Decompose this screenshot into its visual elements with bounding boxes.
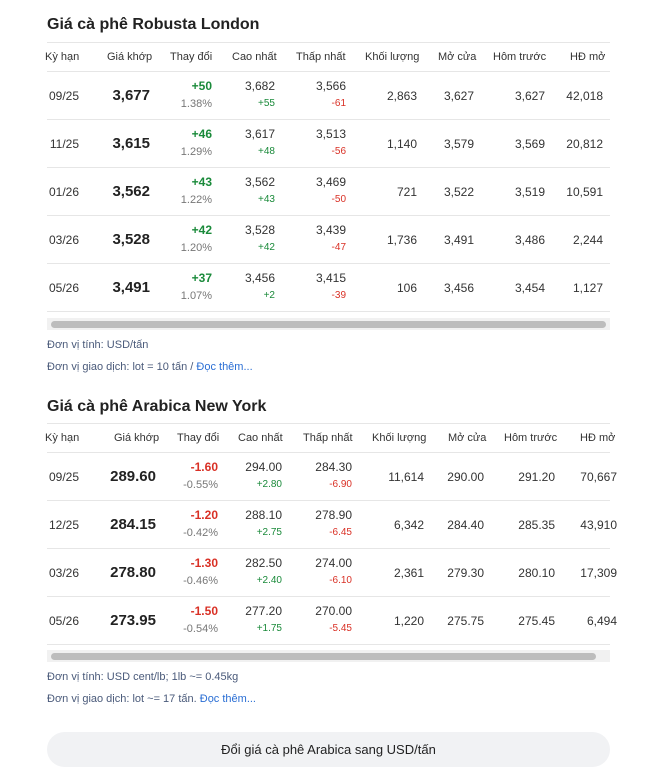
robusta-cell-term: 03/26 [48, 233, 79, 247]
arabica-cell-low-chg: -5.45 [329, 623, 352, 634]
robusta-cell-low: 3,513 [315, 127, 346, 141]
arabica-cell-low: 274.00 [315, 556, 352, 570]
arabica-horizontal-scrollbar[interactable] [47, 650, 610, 662]
table-row[interactable] [47, 216, 610, 264]
robusta-cell-low-chg: -50 [331, 194, 346, 205]
robusta-section-title: Giá cà phê Robusta London [47, 16, 260, 33]
arabica-cell-high-chg: +1.75 [256, 623, 282, 634]
robusta-cell-oi: 10,591 [566, 185, 603, 199]
robusta-cell-low-chg: -47 [331, 242, 346, 253]
arabica-cell-volume: 1,220 [393, 614, 424, 628]
robusta-cell-prev: 3,627 [514, 89, 545, 103]
robusta-cell-open: 3,456 [443, 281, 474, 295]
robusta-lot-note [47, 361, 253, 373]
robusta-read-more-link[interactable]: Đọc thêm... [196, 361, 253, 373]
arabica-header-open: Mở cửa [448, 432, 487, 444]
arabica-cell-change: -1.20 [190, 508, 218, 522]
robusta-cell-prev: 3,519 [514, 185, 545, 199]
arabica-cell-open: 279.30 [447, 566, 484, 580]
arabica-header-oi: HĐ mở [580, 432, 616, 444]
arabica-header-low: Thấp nhất [303, 432, 353, 444]
arabica-cell-prev: 280.10 [518, 566, 555, 580]
robusta-horizontal-scrollbar[interactable] [47, 318, 610, 330]
robusta-cell-high: 3,682 [244, 79, 275, 93]
arabica-cell-term: 05/26 [48, 614, 79, 628]
robusta-cell-price: 3,528 [112, 231, 150, 248]
robusta-cell-high: 3,562 [244, 175, 275, 189]
arabica-cell-low-chg: -6.90 [329, 479, 352, 490]
arabica-cell-low-chg: -6.10 [329, 575, 352, 586]
robusta-cell-low-chg: -56 [331, 146, 346, 157]
table-row[interactable] [47, 501, 617, 549]
robusta-cell-low-chg: -61 [331, 98, 346, 109]
robusta-header-oi: HĐ mở [570, 51, 606, 63]
arabica-header-volume: Khối lượng [372, 432, 427, 444]
arabica-table [45, 423, 617, 645]
arabica-cell-prev: 291.20 [518, 470, 555, 484]
arabica-cell-oi: 70,667 [580, 470, 617, 484]
robusta-cell-pct: 1.29% [180, 146, 212, 158]
arabica-cell-low: 270.00 [315, 604, 352, 618]
robusta-cell-oi: 1,127 [572, 281, 603, 295]
arabica-cell-high-chg: +2.80 [256, 479, 282, 490]
arabica-cell-oi: 43,910 [580, 518, 617, 532]
convert-arabica-button[interactable]: Đổi giá cà phê Arabica sang USD/tấn [47, 732, 610, 767]
arabica-cell-low: 284.30 [315, 460, 352, 474]
robusta-cell-pct: 1.20% [180, 242, 212, 254]
robusta-cell-open: 3,579 [443, 137, 474, 151]
arabica-cell-price: 278.80 [110, 564, 156, 581]
arabica-header-price: Giá khớp [114, 432, 160, 444]
robusta-cell-pct: 1.38% [180, 98, 212, 110]
arabica-cell-high: 282.50 [245, 556, 282, 570]
robusta-cell-open: 3,491 [443, 233, 474, 247]
robusta-cell-high: 3,456 [244, 271, 275, 285]
table-row[interactable] [47, 453, 617, 501]
table-row[interactable] [47, 597, 617, 645]
robusta-cell-high-chg: +48 [258, 146, 275, 157]
arabica-header-term: Kỳ hạn [45, 432, 80, 444]
robusta-cell-low: 3,566 [315, 79, 346, 93]
robusta-cell-price: 3,677 [112, 87, 150, 104]
arabica-cell-change: -1.60 [190, 460, 218, 474]
robusta-cell-volume: 1,140 [386, 137, 417, 151]
arabica-scroll-thumb[interactable] [51, 653, 596, 660]
arabica-cell-volume: 11,614 [388, 470, 424, 484]
robusta-cell-prev: 3,486 [514, 233, 545, 247]
table-row[interactable] [47, 120, 610, 168]
robusta-cell-volume: 721 [396, 185, 417, 199]
arabica-section-title: Giá cà phê Arabica New York [47, 398, 267, 415]
robusta-cell-price: 3,491 [112, 279, 150, 296]
robusta-cell-open: 3,627 [443, 89, 474, 103]
arabica-cell-pct: -0.54% [183, 623, 218, 635]
robusta-cell-volume: 106 [396, 281, 417, 295]
arabica-cell-prev: 285.35 [518, 518, 555, 532]
robusta-header-term: Kỳ hạn [45, 51, 80, 63]
arabica-header-high: Cao nhất [238, 432, 283, 444]
arabica-header-change: Thay đổi [177, 432, 220, 444]
robusta-cell-pct: 1.22% [180, 194, 212, 206]
arabica-cell-open: 284.40 [447, 518, 484, 532]
robusta-cell-change: +37 [191, 271, 212, 285]
arabica-cell-high: 277.20 [245, 604, 282, 618]
table-row[interactable] [47, 264, 610, 312]
table-row[interactable] [47, 168, 610, 216]
arabica-cell-price: 284.15 [110, 516, 156, 533]
robusta-cell-high-chg: +2 [263, 290, 275, 301]
robusta-cell-low-chg: -39 [331, 290, 346, 301]
robusta-header-high: Cao nhất [232, 51, 277, 63]
arabica-cell-low-chg: -6.45 [329, 527, 352, 538]
robusta-header-volume: Khối lượng [365, 51, 420, 63]
arabica-read-more-link[interactable]: Đọc thêm... [199, 693, 256, 705]
robusta-cell-oi: 42,018 [566, 89, 603, 103]
arabica-cell-term: 09/25 [48, 470, 79, 484]
robusta-cell-price: 3,615 [112, 135, 150, 152]
arabica-cell-open: 275.75 [447, 614, 484, 628]
robusta-table-header [47, 42, 610, 72]
arabica-header-prev: Hôm trước [504, 432, 558, 444]
robusta-cell-prev: 3,569 [514, 137, 545, 151]
robusta-cell-term: 01/26 [48, 185, 79, 199]
arabica-cell-pct: -0.42% [183, 527, 218, 539]
arabica-lot-note [47, 693, 256, 705]
robusta-cell-low: 3,415 [315, 271, 346, 285]
arabica-cell-oi: 6,494 [586, 614, 617, 628]
robusta-header-price: Giá khớp [107, 51, 153, 63]
arabica-cell-high-chg: +2.75 [256, 527, 282, 538]
robusta-cell-high: 3,528 [244, 223, 275, 237]
arabica-unit-note: Đơn vị tính: USD cent/lb; 1lb ~= 0.45kg [47, 671, 239, 683]
arabica-cell-pct: -0.46% [183, 575, 218, 587]
robusta-lot-text: Đơn vị giao dịch: lot = 10 tấn / [47, 361, 197, 373]
robusta-cell-change: +46 [191, 127, 212, 141]
robusta-cell-open: 3,522 [443, 185, 474, 199]
robusta-cell-oi: 20,812 [566, 137, 603, 151]
robusta-cell-term: 09/25 [48, 89, 79, 103]
robusta-cell-term: 11/25 [49, 137, 79, 151]
robusta-cell-high-chg: +55 [258, 98, 275, 109]
robusta-unit-note: Đơn vị tính: USD/tấn [47, 339, 149, 351]
robusta-cell-low: 3,469 [315, 175, 346, 189]
robusta-cell-change: +50 [191, 79, 212, 93]
robusta-cell-volume: 1,736 [386, 233, 417, 247]
robusta-cell-oi: 2,244 [572, 233, 603, 247]
robusta-cell-high-chg: +43 [258, 194, 275, 205]
arabica-cell-volume: 2,361 [393, 566, 424, 580]
arabica-cell-high: 294.00 [245, 460, 282, 474]
robusta-cell-term: 05/26 [48, 281, 79, 295]
robusta-cell-price: 3,562 [112, 183, 150, 200]
arabica-cell-term: 03/26 [48, 566, 79, 580]
arabica-cell-open: 290.00 [447, 470, 484, 484]
robusta-cell-high-chg: +42 [258, 242, 275, 253]
arabica-cell-prev: 275.45 [518, 614, 555, 628]
robusta-cell-change: +42 [191, 223, 212, 237]
arabica-cell-pct: -0.55% [183, 479, 218, 491]
robusta-cell-low: 3,439 [315, 223, 346, 237]
robusta-cell-volume: 2,863 [386, 89, 417, 103]
robusta-cell-prev: 3,454 [514, 281, 545, 295]
robusta-header-open: Mở cửa [438, 51, 477, 63]
arabica-cell-volume: 6,342 [393, 518, 424, 532]
robusta-header-low: Thấp nhất [296, 51, 346, 63]
robusta-table [47, 42, 610, 312]
arabica-cell-price: 289.60 [110, 468, 156, 485]
arabica-cell-term: 12/25 [48, 518, 79, 532]
arabica-table-header [45, 423, 616, 453]
table-row[interactable] [47, 549, 617, 597]
robusta-header-change: Thay đổi [170, 51, 213, 63]
arabica-cell-oi: 17,309 [580, 566, 617, 580]
arabica-cell-high-chg: +2.40 [256, 575, 282, 586]
arabica-lot-text: Đơn vị giao dịch: lot ~= 17 tấn. [47, 693, 200, 705]
arabica-cell-high: 288.10 [245, 508, 282, 522]
robusta-header-prev: Hôm trước [493, 51, 547, 63]
robusta-cell-pct: 1.07% [180, 290, 212, 302]
arabica-cell-change: -1.30 [190, 556, 218, 570]
arabica-cell-change: -1.50 [190, 604, 218, 618]
robusta-cell-high: 3,617 [244, 127, 275, 141]
robusta-scroll-thumb[interactable] [51, 321, 606, 328]
table-row[interactable] [47, 72, 610, 120]
arabica-cell-price: 273.95 [110, 612, 156, 629]
robusta-cell-change: +43 [191, 175, 212, 189]
arabica-cell-low: 278.90 [315, 508, 352, 522]
